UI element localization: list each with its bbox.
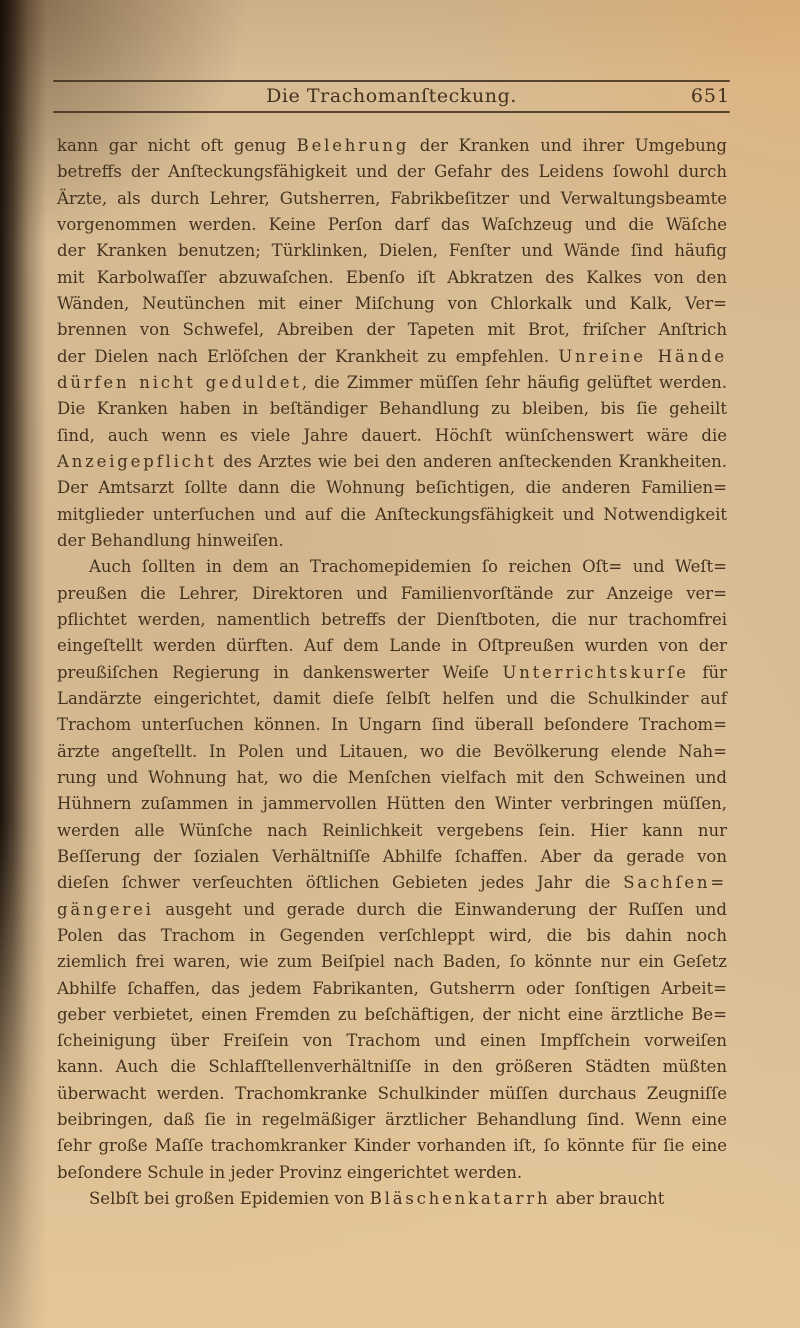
text-segment: Wänden, Neutünchen mit einer Miſchung von Chlorkalk und Kalk, Ver= — [57, 293, 727, 313]
text-line — [57, 133, 727, 159]
emphasized-text: Belehrung — [296, 136, 410, 155]
text-line — [57, 712, 727, 738]
emphasized-text: dürfen nicht geduldet — [57, 372, 302, 392]
text-line — [57, 581, 727, 607]
emphasized-text: Bläschenkatarrh — [369, 1189, 551, 1209]
text-line — [57, 1054, 727, 1080]
text-segment: Die Kranken haben in beſtändiger Behandlung zu bleiben, bis ſie geheilt — [57, 399, 727, 419]
text-segment: ſehr große Maſſe trachomkranker Kinder vorhanden iſt, ſo könnte für ſie eine — [57, 1136, 727, 1156]
text-line — [57, 212, 727, 238]
text-segment: Selbſt bei großen Epidemien von — [89, 1189, 370, 1209]
text-segment: werden alle Wünſche nach Reinlichkeit vergebens ſein. Hier kann nur — [57, 820, 727, 840]
text-segment: ſind, auch wenn es viele Jahre dauert. Höchſt wünſchenswert wäre die — [57, 425, 727, 445]
text-line — [57, 791, 727, 817]
text-segment: pflichtet werden, namentlich betreffs der Dienſtboten, die nur trachomfrei — [57, 609, 727, 629]
text-line — [57, 186, 727, 212]
text-line — [57, 607, 727, 633]
text-segment: für — [688, 662, 727, 682]
text-segment: Abhilfe ſchaffen, das jedem Fabrikanten, Gutsherrn oder ſonſtigen Arbeit= — [57, 978, 727, 998]
header-rule-bottom — [53, 111, 730, 113]
text-line — [57, 502, 727, 528]
text-line — [57, 844, 727, 870]
text-line — [57, 1081, 727, 1107]
text-segment: ſcheinigung über Freiſein von Trachom und einen Impfſchein vorweiſen — [57, 1031, 727, 1051]
text-segment: Der Amtsarzt ſollte dann die Wohnung beſichtigen, die anderen Familien= — [57, 478, 727, 498]
header-row — [53, 82, 730, 110]
text-line — [57, 1107, 727, 1133]
text-segment: kann gar nicht oft genug — [57, 136, 297, 155]
text-line — [57, 159, 727, 185]
text-segment: aber braucht — [550, 1189, 665, 1209]
emphasized-text: Sachſen= — [623, 873, 727, 893]
text-line — [57, 291, 727, 317]
text-segment: geber verbietet, einen Fremden zu beſchäftigen, der nicht eine ärztliche Be= — [57, 1004, 727, 1024]
text-line — [57, 396, 727, 422]
page-header — [53, 0, 730, 120]
text-segment: Trachom unterſuchen können. In Ungarn ſind überall beſondere Trachom= — [57, 715, 727, 735]
spine-shadow — [0, 0, 46, 1328]
text-line — [57, 1133, 727, 1159]
text-line — [57, 870, 727, 896]
text-segment: mitglieder unterſuchen und auf die Anſteckungsfähigkeit und Notwendigkeit — [57, 504, 727, 524]
text-line — [57, 449, 727, 475]
text-line — [57, 976, 727, 1002]
text-segment: dieſen ſchwer verſeuchten öſtlichen Gebieten jedes Jahr die — [57, 873, 624, 893]
running-title: Die Trachomanſteckung. — [266, 85, 517, 107]
text-segment: mit Karbolwaſſer abzuwaſchen. Ebenſo iſt Abkratzen des Kalkes von den — [57, 267, 727, 287]
emphasized-text: Unterrichtskurſe — [502, 662, 689, 682]
text-line — [57, 765, 727, 791]
text-line — [57, 528, 727, 554]
text-segment: Hühnern zuſammen in jammervollen Hütten den Winter verbringen müſſen, — [57, 794, 727, 814]
text-segment: ausgeht und gerade durch die Einwanderung der Ruſſen und — [153, 899, 727, 919]
text-segment: preußen die Lehrer, Direktoren und Familienvorſtände zur Anzeige ver= — [57, 583, 727, 603]
text-segment: überwacht werden. Trachomkranke Schulkinder müſſen durchaus Zeugniſſe — [57, 1083, 727, 1103]
text-segment: Auch ſollten in dem an Trachomepidemien ſo reichen Oſt= und Weſt= — [89, 557, 727, 577]
text-line — [57, 1028, 727, 1054]
text-segment: eingeſtellt werden dürften. Auf dem Lande in Oſtpreußen wurden von der — [57, 636, 727, 656]
emphasized-text: gängerei — [57, 899, 154, 919]
text-line — [57, 686, 727, 712]
text-segment: Beſſerung der ſozialen Verhältniſſe Abhilfe ſchaffen. Aber da gerade von — [57, 846, 727, 866]
text-line — [57, 554, 727, 580]
text-segment: Landärzte eingerichtet, damit dieſe ſelbſt helfen und die Schulkinder auf — [57, 688, 727, 708]
emphasized-text: Anzeigepflicht — [57, 451, 217, 471]
text-segment: preußiſchen Regierung in dankenswerter Weiſe — [57, 662, 503, 682]
text-line — [57, 923, 727, 949]
text-line — [57, 344, 727, 370]
text-line — [57, 265, 727, 291]
text-segment: des Arztes wie bei den anderen anſteckenden Krankheiten. — [216, 451, 727, 471]
text-segment: der Dielen nach Erlöſchen der Krankheit zu empfehlen. — [57, 346, 559, 366]
text-block — [57, 133, 727, 1212]
text-segment: der Kranken benutzen; Türklinken, Dielen, Fenſter und Wände ſind häufig — [57, 241, 727, 261]
text-line — [57, 739, 727, 765]
text-segment: beibringen, daß ſie in regelmäßiger ärztlicher Behandlung ſind. Wenn eine — [57, 1110, 727, 1130]
text-segment: der Kranken und ihrer Umgebung — [409, 136, 727, 155]
text-segment: kann. Auch die Schlafſtellenverhältniſſe in den größeren Städten müßten — [57, 1057, 727, 1077]
text-segment: ziemlich frei waren, wie zum Beiſpiel nach Baden, ſo könnte nur ein Geſetz — [57, 952, 727, 972]
text-segment: der Behandlung hinweiſen. — [57, 530, 284, 550]
text-segment: rung und Wohnung hat, wo die Menſchen vielfach mit den Schweinen und — [57, 767, 727, 787]
text-line — [57, 1002, 727, 1028]
text-segment: , die Zimmer müſſen ſehr häufig gelüftet werden. — [301, 372, 727, 392]
text-line — [57, 1160, 727, 1186]
page-number: 651 — [690, 85, 730, 107]
emphasized-text: Unreine Hände — [558, 346, 727, 366]
text-segment: vorgenommen werden. Keine Perſon darf das Waſchzeug und die Wäſche — [57, 214, 727, 234]
text-line — [57, 370, 727, 396]
text-segment: beſondere Schule in jeder Provinz eingerichtet werden. — [57, 1162, 523, 1182]
text-line — [57, 423, 727, 449]
text-segment: betreffs der Anſteckungsfähigkeit und der Gefahr des Leidens ſowohl durch — [57, 162, 727, 182]
text-line — [57, 633, 727, 659]
text-segment: brennen von Schwefel, Abreiben der Tapeten mit Brot, friſcher Anſtrich — [57, 320, 727, 340]
text-line — [57, 317, 727, 343]
text-line — [57, 238, 727, 264]
text-line — [57, 949, 727, 975]
text-line — [57, 897, 727, 923]
text-segment: ärzte angeſtellt. In Polen und Litauen, wo die Bevölkerung elende Nah= — [57, 741, 727, 761]
text-line — [57, 818, 727, 844]
text-line — [57, 475, 727, 501]
text-segment: Polen das Trachom in Gegenden verſchleppt wird, die bis dahin noch — [57, 925, 727, 945]
text-line — [57, 1186, 727, 1212]
text-line — [57, 660, 727, 686]
text-segment: Ärzte, als durch Lehrer, Gutsherren, Fabrikbeſitzer und Verwaltungsbeamte — [57, 188, 727, 208]
